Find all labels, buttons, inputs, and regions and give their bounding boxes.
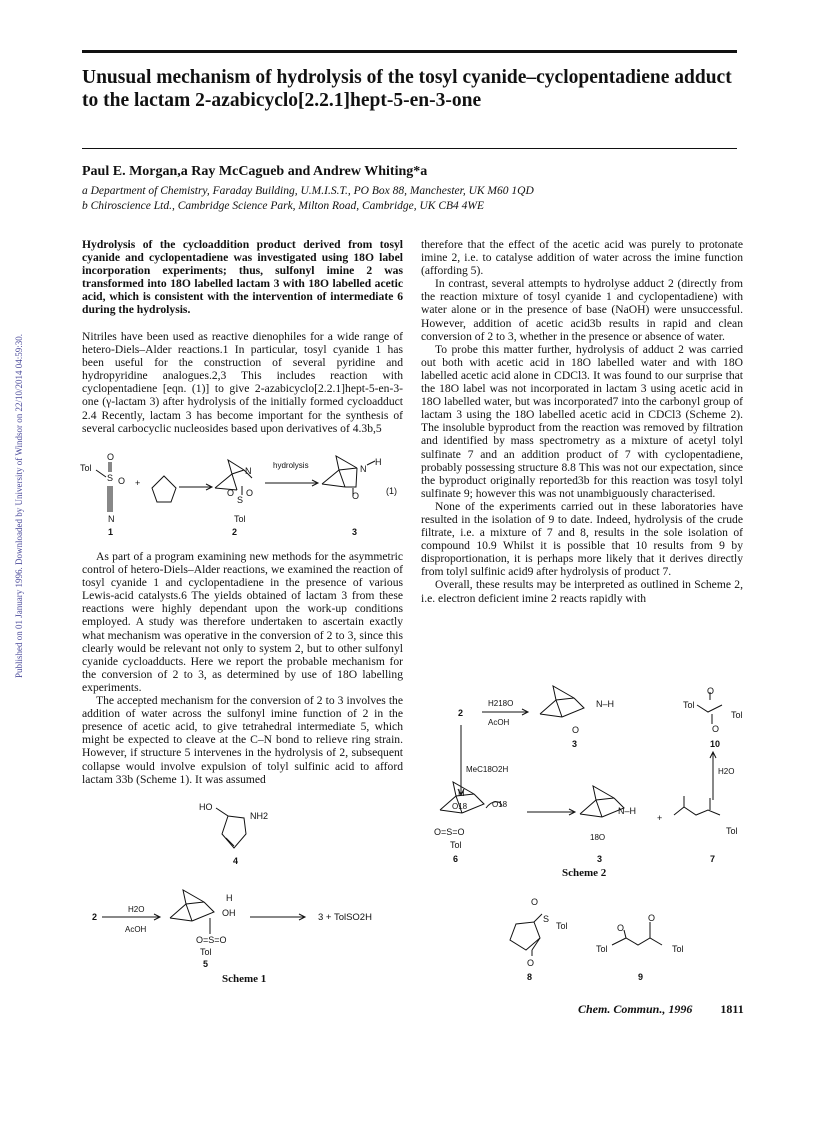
affiliation-b: b Chiroscience Ltd., Cambridge Science Park, Milton Road, Cambridge, UK CB4 4WE <box>82 200 485 212</box>
download-note: Published on 01 January 1996. Downloaded by University of Windsor on 22/10/2014 04:59:30. <box>14 334 24 678</box>
compound-label: 3 <box>352 527 358 537</box>
article-title: Unusual mechanism of hydrolysis of the tosyl cyanide–cyclopentadiene adduct to the lactam 2-azabicyclo[2.2.1]hept-5-en-3-one <box>82 67 732 111</box>
scheme-1-caption: Scheme 1 <box>222 973 267 985</box>
paragraph: Overall, these results may be interpreted as outlined in Scheme 2, i.e. electron deficient imine 2 reacts rapidly with <box>421 578 743 605</box>
affiliation-a: a Department of Chemistry, Faraday Building, U.M.I.S.T., PO Box 88, Manchester, UK M60 1QD <box>82 185 534 197</box>
paragraph: As part of a program examining new methods for the asymmetric control of hetero-Diels–Alder reactions, we examined the reaction of tosyl cyanide 1 and cyclopentadiene in the presence of various Lewis-acid catalysts.6 The yields obtained of lactam 3 from these reactions were highly dependant upon the work-up conditions employed. A study was therefore undertaken to ascertain exactly what mechanism was operative in the conversion of 2 to 3, since this clearly would be relevant not only to system 2, but to other sulfonyl cyanide cycloadducts. Here we report the probable mechanism for the conversion of 2 to 3, as determined by use of 18O labelling experiments. <box>82 550 403 694</box>
page-number: 1811 <box>720 1002 744 1016</box>
page-footer <box>578 1002 744 1017</box>
compound-label: 1 <box>108 527 114 537</box>
arrow-label: hydrolysis <box>273 461 309 470</box>
abstract: Hydrolysis of the cycloaddition product derived from tosyl cyanide and cyclopentadiene was investigated using 18O label incorporation experiments; thus, sulfonyl imine 2 was transformed into 18O labelled lactam 3 with 18O labelled acetic acid, which is consistent with the intervention of intermediate 6 during the hydrolysis. <box>82 238 403 317</box>
paragraph: Nitriles have been used as reactive dienophiles for a wide range of hetero-Diels–Alder reactions.1 In particular, tosyl cyanide 1 has been useful for the construction of several pyridine and hydropyridine analogues.2,3 This includes reaction with cyclopentadiene [eqn. (1)] to give 2-azabicyclo[2.2.1]hept-5-en-3-one (γ-lactam 3) after hydrolysis of the initially formed cycloadduct 2.4 Recently, lactam 3 has become important for the synthesis of several carbocyclic nucleosides based upon derivatives of 4.3b,5 <box>82 330 403 435</box>
compound-label: 9 <box>638 972 644 982</box>
compound-label: 2 <box>232 527 238 537</box>
paragraph: The accepted mechanism for the conversion of 2 to 3 involves the addition of water across the sulfonyl imine function of 2 in the presence of acetic acid, to give tetrahedral intermediate 5, which might be expected to cleave at the C–N bond to relieve ring strain. However, if structure 5 intervenes in the hydrolysis of 2, subsequent collapse would involve expulsion of tolyl sulfinic acid to afford lactam 33b (Scheme 1). It was assumed <box>82 694 403 786</box>
compound-label: 8 <box>527 972 533 982</box>
journal-citation: Chem. Commun., 1996 <box>578 1002 693 1016</box>
compound-label: 5 <box>203 959 209 969</box>
paragraph: In contrast, several attempts to hydrolyse adduct 2 (directly from the reaction mixture of tosyl cyanide 1 and cyclopentadiene) with water alone or in the presence of base (NaOH) were unsuccessful. However, addition of acetic acid3b results in rapid and clean conversion of 2 to 3, whether in the presence or absence of water. <box>421 277 743 343</box>
equation-number: (1) <box>386 486 397 496</box>
paragraph: None of the experiments carried out in these laboratories have resulted in the isolation of 9 to date. Indeed, hydrolysis of the crude filtrate, i.e. a mixture of 7 and 8, results in the sole isolation of compound 10.9 Whilst it is possible that 10 results from 9 by disproportionation, it is perhaps more likely that it derives directly from tolyl sulfinic acid9 after hydrolysis of product 7. <box>421 499 743 579</box>
paragraph: therefore that the effect of the acetic acid was purely to protonate imine 2, i.e. to catalyse addition of water across the imine function (affording 5). <box>421 238 743 278</box>
scheme-2-caption: Scheme 2 <box>562 867 607 879</box>
paragraph: To probe this matter further, hydrolysis of adduct 2 was carried out both with acetic acid in 18O labelled water and with 18O labelled acetic acid alone in CDCl3. It was found to our surprise that the 18O label was not incorporated in lactam 3 using acetic acid in 18O labelled water, but was incorporated7 into the carbonyl group of lactam 3 using the 18O labelled acetic acid in CDCl3 (Scheme 2). The insoluble byproduct from the reaction was removed by filtration and identified by mass spectrometry as a mixture of acetyl tolyl sulfinate 7 and an addition product of 7 with cyclopentadiene, probably possessing structure 8.8 This was not our expectation, since the byproduct originally reported3b for this reaction was tosyl tolyl sulfinate 9; however this was not unambiguously characterised. <box>421 342 743 500</box>
compound-label: 4 <box>233 856 239 866</box>
author-list: Paul E. Morgan,a Ray McCagueb and Andrew Whiting*a <box>82 164 428 179</box>
